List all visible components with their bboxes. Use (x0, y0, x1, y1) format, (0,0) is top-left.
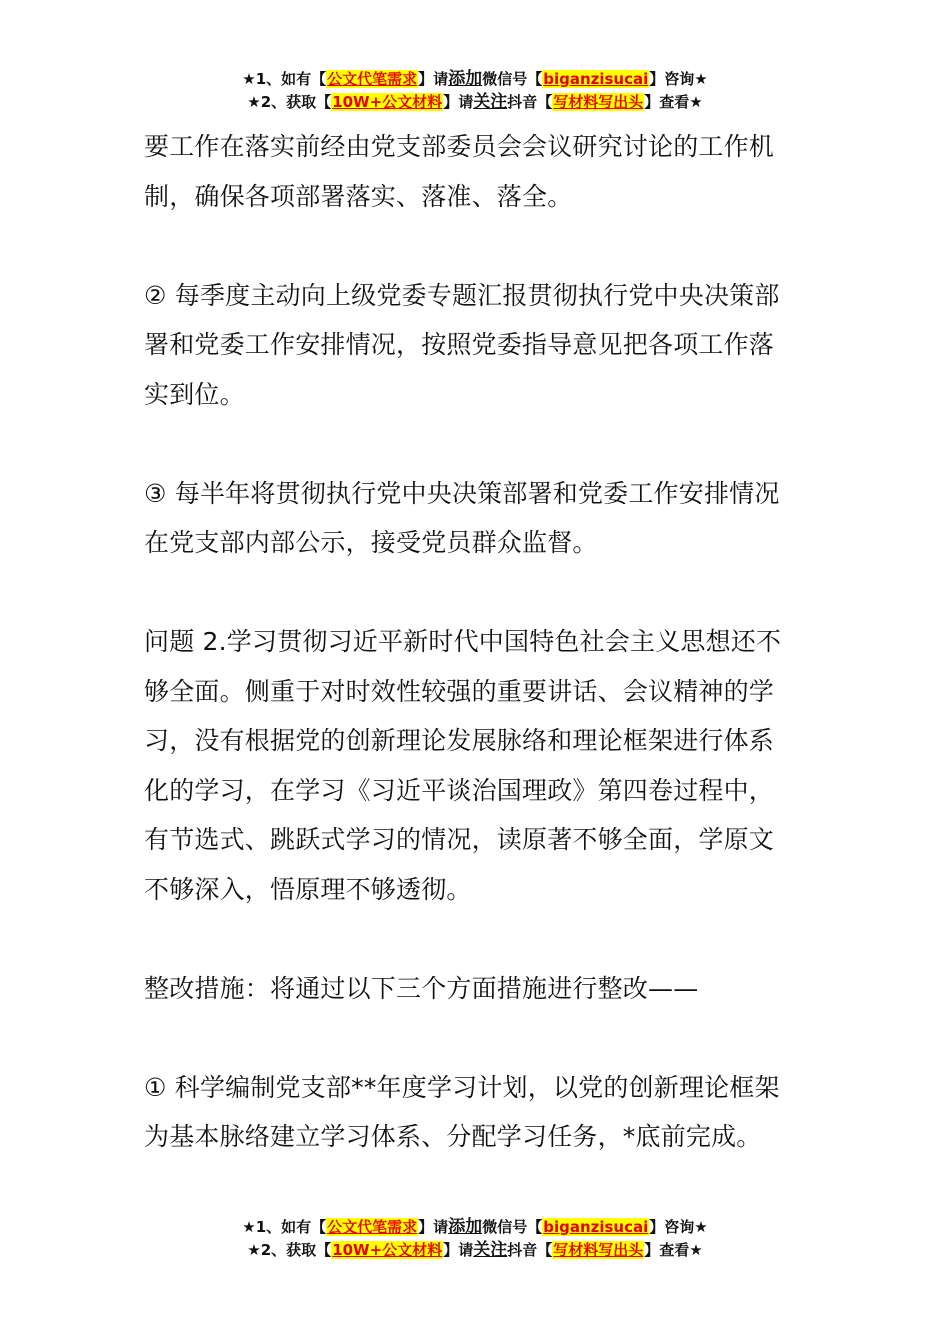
paragraph (144, 1063, 812, 1162)
text-line: 实到位。 (144, 379, 245, 409)
banner-highlight: 10W+公文材料 (332, 1241, 443, 1259)
text-line: 整改措施：将通过以下三个方面措施进行整改—— (144, 973, 699, 1003)
text-line: 为基本脉络建立学习体系、分配学习任务，*底前完成。 (144, 1122, 762, 1151)
footer-banner (0, 1216, 950, 1262)
paragraph (144, 122, 812, 221)
text-line: 化的学习，在学习《习近平谈治国理政》第四卷过程中， (144, 775, 775, 805)
banner-highlight: 公文代笔需求 (327, 1218, 418, 1236)
text-line: 制，确保各项部署落实、落准、落全。 (144, 181, 573, 211)
banner-highlight: 公文代笔需求 (327, 70, 418, 88)
banner-highlight: 写材料写出头 (553, 93, 644, 111)
paragraph (144, 617, 812, 914)
text-line: 在党支部内部公示，接受党员群众监督。 (144, 528, 598, 557)
paragraph (144, 271, 812, 420)
banner-highlight: 10W+公文材料 (332, 93, 443, 111)
text-line: ② 每季度主动向上级党委专题汇报贯彻执行党中央决策部 (144, 280, 780, 310)
text-line: 有节选式、跳跃式学习的情况，读原著不够全面，学原文 (144, 825, 775, 854)
document-body (144, 122, 812, 1211)
paragraph (144, 469, 812, 568)
text-line: 够全面。侧重于对时效性较强的重要讲话、会议精神的学 (144, 676, 775, 706)
text-line: 习，没有根据党的创新理论发展脉络和理论框架进行体系 (144, 726, 775, 755)
paragraph (144, 964, 812, 1014)
text-line: 不够深入，悟原理不够透彻。 (144, 874, 472, 904)
banner-line-1: ★1、如有【公文代笔需求】请添加微信号【biganzisucai】咨询★ (242, 69, 708, 89)
text-line: ① 科学编制党支部**年度学习计划，以党的创新理论框架 (144, 1072, 780, 1102)
banner-highlight: biganzisucai (543, 70, 649, 88)
banner-line-1: ★1、如有【公文代笔需求】请添加微信号【biganzisucai】咨询★ (242, 1217, 708, 1237)
header-banner (0, 68, 950, 114)
text-line: 要工作在落实前经由党支部委员会会议研究讨论的工作机 (144, 132, 775, 161)
text-line: 署和党委工作安排情况，按照党委指导意见把各项工作落 (144, 330, 775, 359)
banner-highlight: biganzisucai (543, 1218, 649, 1236)
banner-highlight: 写材料写出头 (553, 1241, 644, 1259)
text-line: 问题 2.学习贯彻习近平新时代中国特色社会主义思想还不 (144, 627, 782, 656)
banner-line-2: ★2、获取【10W+公文材料】请关注抖音【写材料写出头】查看★ (247, 1240, 703, 1260)
text-line: ③ 每半年将贯彻执行党中央决策部署和党委工作安排情况 (144, 478, 780, 508)
banner-line-2: ★2、获取【10W+公文材料】请关注抖音【写材料写出头】查看★ (247, 92, 703, 112)
